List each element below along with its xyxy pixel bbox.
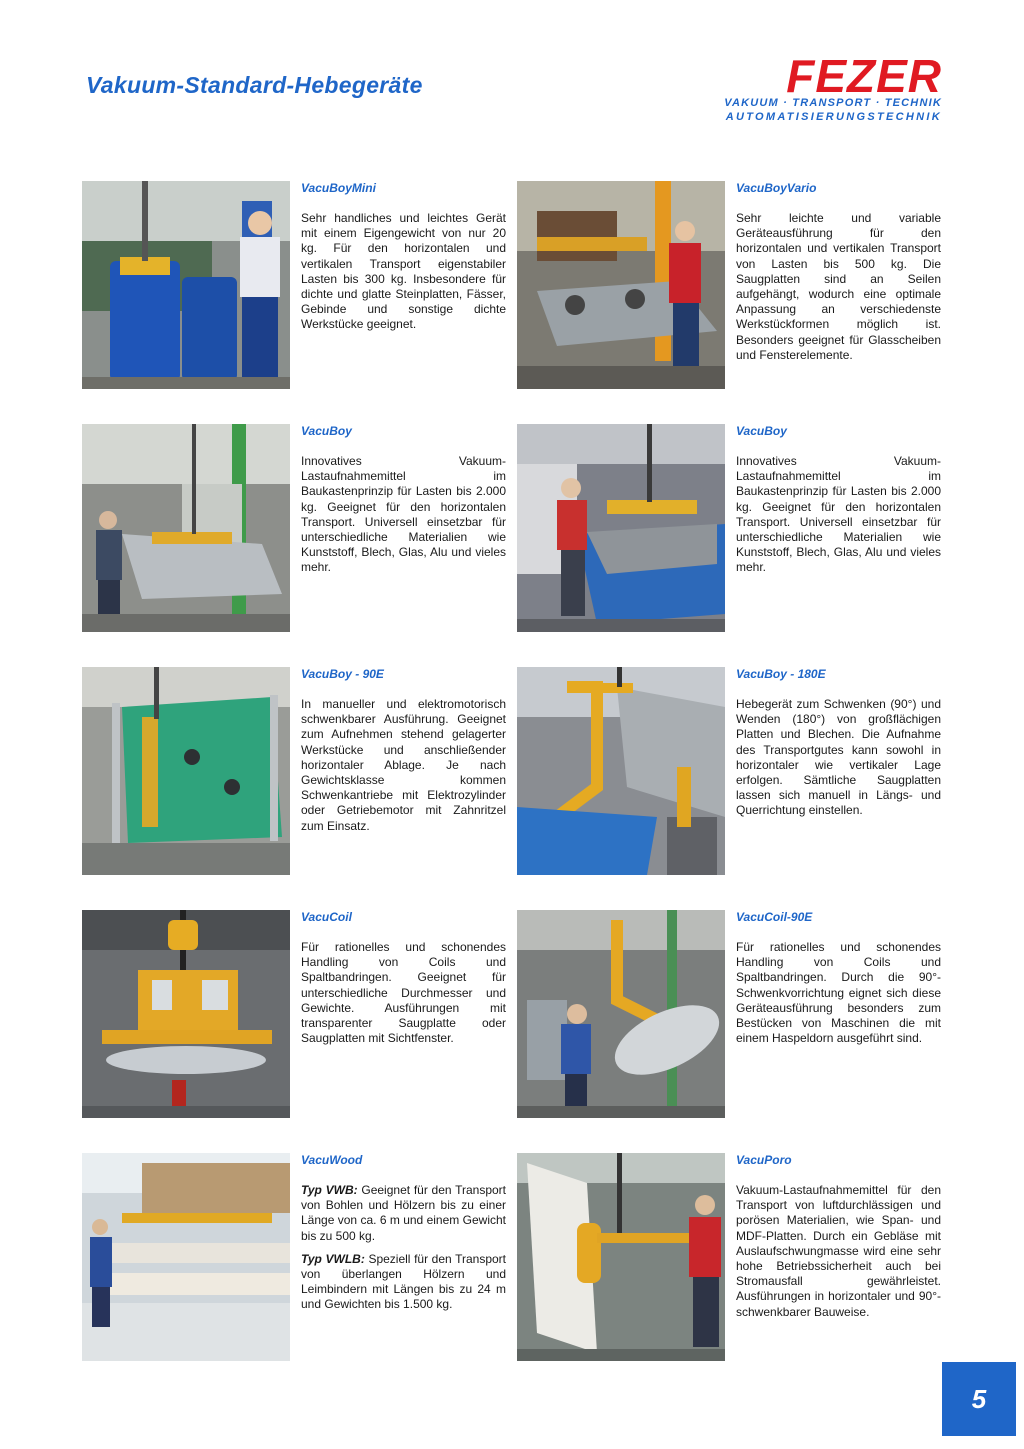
vacuboymini-photo [82, 181, 290, 389]
product-description: Innovatives Vakuum-Lastaufnahmemittel im Baukastenprinzip für Lasten bis 2.000 kg. Geeignet für den horizontalen Transport. Universell einsetzbar für unterschiedliche Materialien wie Kunststoff, Blech, Glas, Alu und vieles mehr. [301, 454, 506, 575]
logo-tagline-1: VAKUUM · TRANSPORT · TECHNIK [724, 97, 942, 109]
product-description: Für rationelles und schonendes Handling von Coils und Spaltbandringen. Durch die 90°-Schwenkvorrichtung eignet sich diese Geräteausführung besonders zum Bestücken von Maschinen die mit einem Haspeldorn ausgeführt sind. [736, 940, 941, 1046]
product-title: VacuBoy - 90E [301, 667, 384, 681]
type-label-vwb: Typ VWB: [301, 1183, 358, 1197]
type-text-vwb: Geeignet für den Transport von Bohlen und Hölzern bis zu einer Länge von ca. 6 m und einem Gewicht bis zu 500 kg. [301, 1183, 507, 1243]
vacucoil-90e-photo [517, 910, 725, 1118]
product-vacuboy-2 [517, 424, 945, 634]
vacuboy-photo-1 [82, 424, 290, 632]
vacuboy-90e-photo [82, 667, 290, 875]
product-vacuwood [82, 1153, 510, 1363]
product-description: Innovatives Vakuum-Lastaufnahmemittel im Baukastenprinzip für Lasten bis 2.000 kg. Geeignet für den horizontalen Transport. Universell einsetzbar für unterschiedliche Materialien wie Kunststoff, Blech, Glas, Alu und vieles mehr. [736, 454, 941, 575]
product-vacuboy-90e [82, 667, 510, 877]
product-title: VacuPoro [736, 1153, 792, 1167]
product-description: In manueller und elektromotorisch schwenkbarer Ausführung. Geeignet zum Aufnehmen stehend gelagerter Werkstücke und anschließender horizontaler Ablage. Je nach Gewichtsklasse kommen Schwenkantriebe mit Elektrozylinder oder Getriebemotor mit Zahnritzel zum Einsatz. [301, 697, 506, 833]
product-vacuboyvario [517, 181, 945, 391]
page-title: Vakuum-Standard-Hebegeräte [86, 72, 423, 98]
product-title: VacuBoy [736, 424, 787, 438]
type-text-vwlb: Speziell für den Transport von überlangen Hölzern und Leimbindern mit Längen bis zu 24 m und Gewichten bis 1.500 kg. [301, 1251, 506, 1312]
logo-brand: FEZER [786, 50, 942, 102]
vacuporo-photo [517, 1153, 725, 1361]
product-vacuporo [517, 1153, 945, 1363]
logo-tagline-2: AUTOMATISIERUNGSTECHNIK [725, 111, 942, 123]
product-description: Sehr leichte und variable Geräteausführung für den horizontalen und vertikalen Transport von Lasten bis 500 kg. Die Saugplatten sind an Seilen aufgehängt, wodurch eine optimale Anpassung an verschiedenste Werkstückformen möglich ist. Besonders geeignet für Glasscheiben und Fensterelemente. [736, 211, 941, 362]
fezer-logo [724, 50, 944, 126]
product-vacucoil-90e [517, 910, 945, 1120]
type-label-vwlb: Typ VWLB: [301, 1251, 365, 1266]
product-vacuboy-1 [82, 424, 510, 634]
page-number: 5 [942, 1362, 1016, 1436]
vacuboy-180e-photo [517, 667, 725, 875]
product-title: VacuBoy [301, 424, 352, 438]
vacucoil-photo [82, 910, 290, 1118]
vacuwood-photo [82, 1153, 290, 1361]
product-vacuboy-180e [517, 667, 945, 877]
product-description-vwb [301, 1183, 506, 1244]
product-title: VacuWood [301, 1153, 363, 1167]
product-description: Für rationelles und schonendes Handling von Coils und Spaltbandringen. Geeignet für unterschiedliche Durchmesser und Gewichte. Ausführungen mit transparenter Saugplatte oder Saugplatten mit Sichtfenster. [301, 940, 506, 1046]
product-description: Vakuum-Lastaufnahmemittel für den Transport von luftdurchlässigen und porösen Materialien, wie Span- und MDF-Platten. Durch ein Gebläse mit Auslaufschwungmasse wird eine sehr hohe Betriebssicherheit auch bei Stromausfall gewährleistet. Ausführungen in horizontaler und 90°-schwenkbarer Bauweise. [736, 1183, 941, 1319]
vacuboyvario-photo [517, 181, 725, 389]
product-title: VacuBoyVario [736, 181, 817, 195]
product-description-vwlb [301, 1252, 506, 1313]
product-title: VacuCoil-90E [736, 910, 813, 924]
product-description: Sehr handliches und leichtes Gerät mit einem Eigengewicht von nur 20 kg. Für den horizontalen und vertikalen Transport eigenstabiler Lasten bis 300 kg. Insbesondere für dichte und glatte Steinplatten, Fässer, Gebinde und sonstige dichte Werkstücke geeignet. [301, 211, 506, 332]
product-title: VacuBoyMini [301, 181, 376, 195]
product-vacuboymini [82, 181, 510, 391]
product-title: VacuCoil [301, 910, 352, 924]
product-description: Hebegerät zum Schwenken (90°) und Wenden (180°) von großflächigen Platten und Blechen. Die Aufnahme des Transportgutes kann sowohl in horizontaler wie vertikaler Lage erfolgen. Sämtliche Saugplatten lassen sich manuell in Längs- und Querrichtung einstellen. [736, 697, 941, 818]
product-title: VacuBoy - 180E [736, 667, 826, 681]
product-vacucoil [82, 910, 510, 1120]
vacuboy-photo-2 [517, 424, 725, 632]
